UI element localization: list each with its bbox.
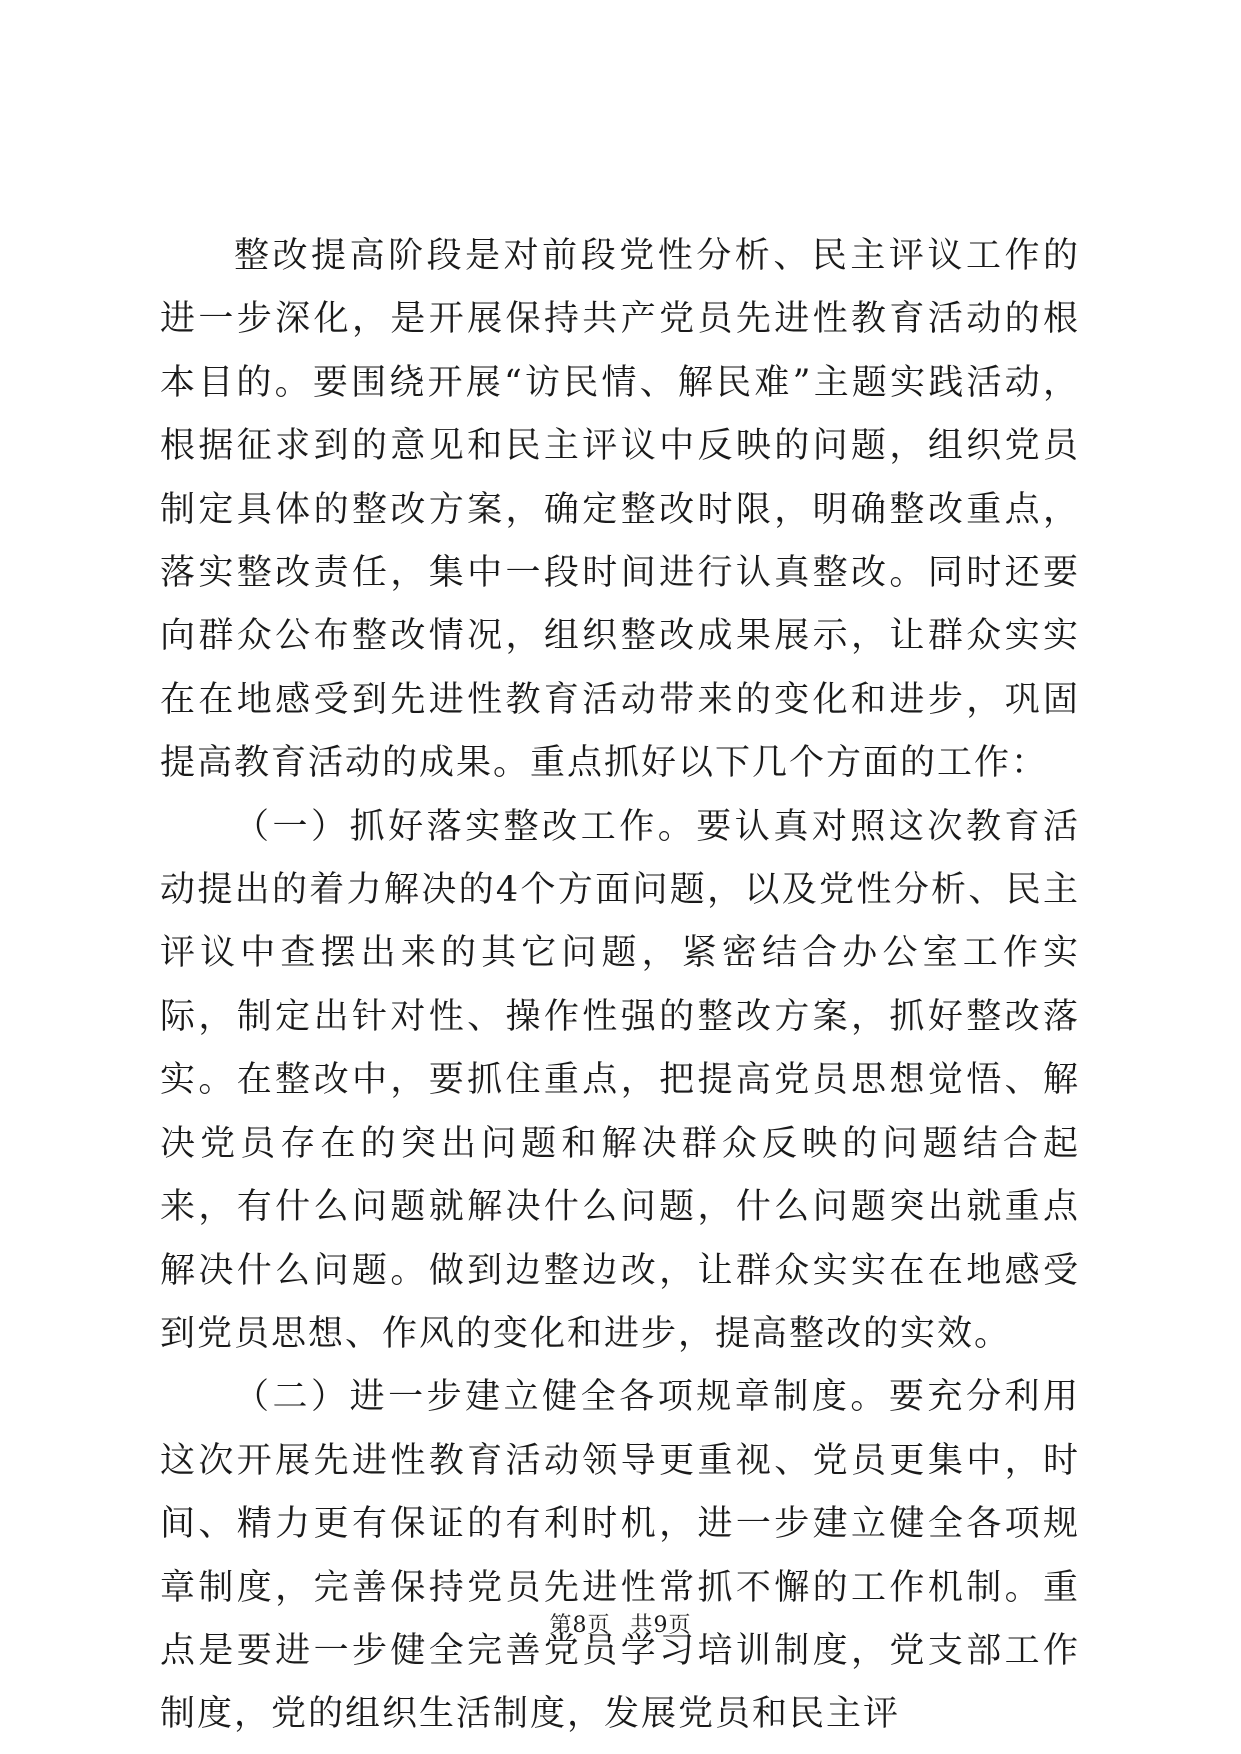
page-footer	[0, 1608, 1241, 1639]
paragraph-section-2: （二）进一步建立健全各项规章制度。要充分利用这次开展先进性教育活动领导更重视、党员更集中，时间、精力更有保证的有利时机，进一步建立健全各项规章制度，完善保持党员先进性常抓不懈的工作机制。重点是要进一步健全完善党员学习培训制度，党支部工作制度，党的组织生活制度，发展党员和民主评	[160, 1377, 1080, 1735]
paragraph-section-1: （一）抓好落实整改工作。要认真对照这次教育活动提出的着力解决的4个方面问题，以及党性分析、民主评议中查摆出来的其它问题，紧密结合办公室工作实际，制定出针对性、操作性强的整改方案，抓好整改落实。在整改中，要抓住重点，把提高党员思想觉悟、解决党员存在的突出问题和解决群众反映的问题结合起来，有什么问题就解决什么问题，什么问题突出就重点解决什么问题。做到边整边改，让群众实实在在地感受到党员思想、作风的变化和进步，提高整改的实效。	[160, 806, 1080, 1354]
page-total: 共9页	[630, 1613, 692, 1638]
paragraph-intro: 整改提高阶段是对前段党性分析、民主评议工作的进一步深化，是开展保持共产党员先进性教育活动的根本目的。要围绕开展“访民情、解民难”主题实践活动，根据征求到的意见和民主评议中反映的问题，组织党员制定具体的整改方案，确定整改时限，明确整改重点，落实整改责任，集中一段时间进行认真整改。同时还要向群众公布整改情况，组织整改成果展示，让群众实实在在地感受到先进性教育活动带来的变化和进步，巩固提高教育活动的成果。重点抓好以下几个方面的工作：	[160, 236, 1080, 784]
page-number: 第8页	[549, 1613, 611, 1638]
document-body	[160, 225, 1080, 1747]
